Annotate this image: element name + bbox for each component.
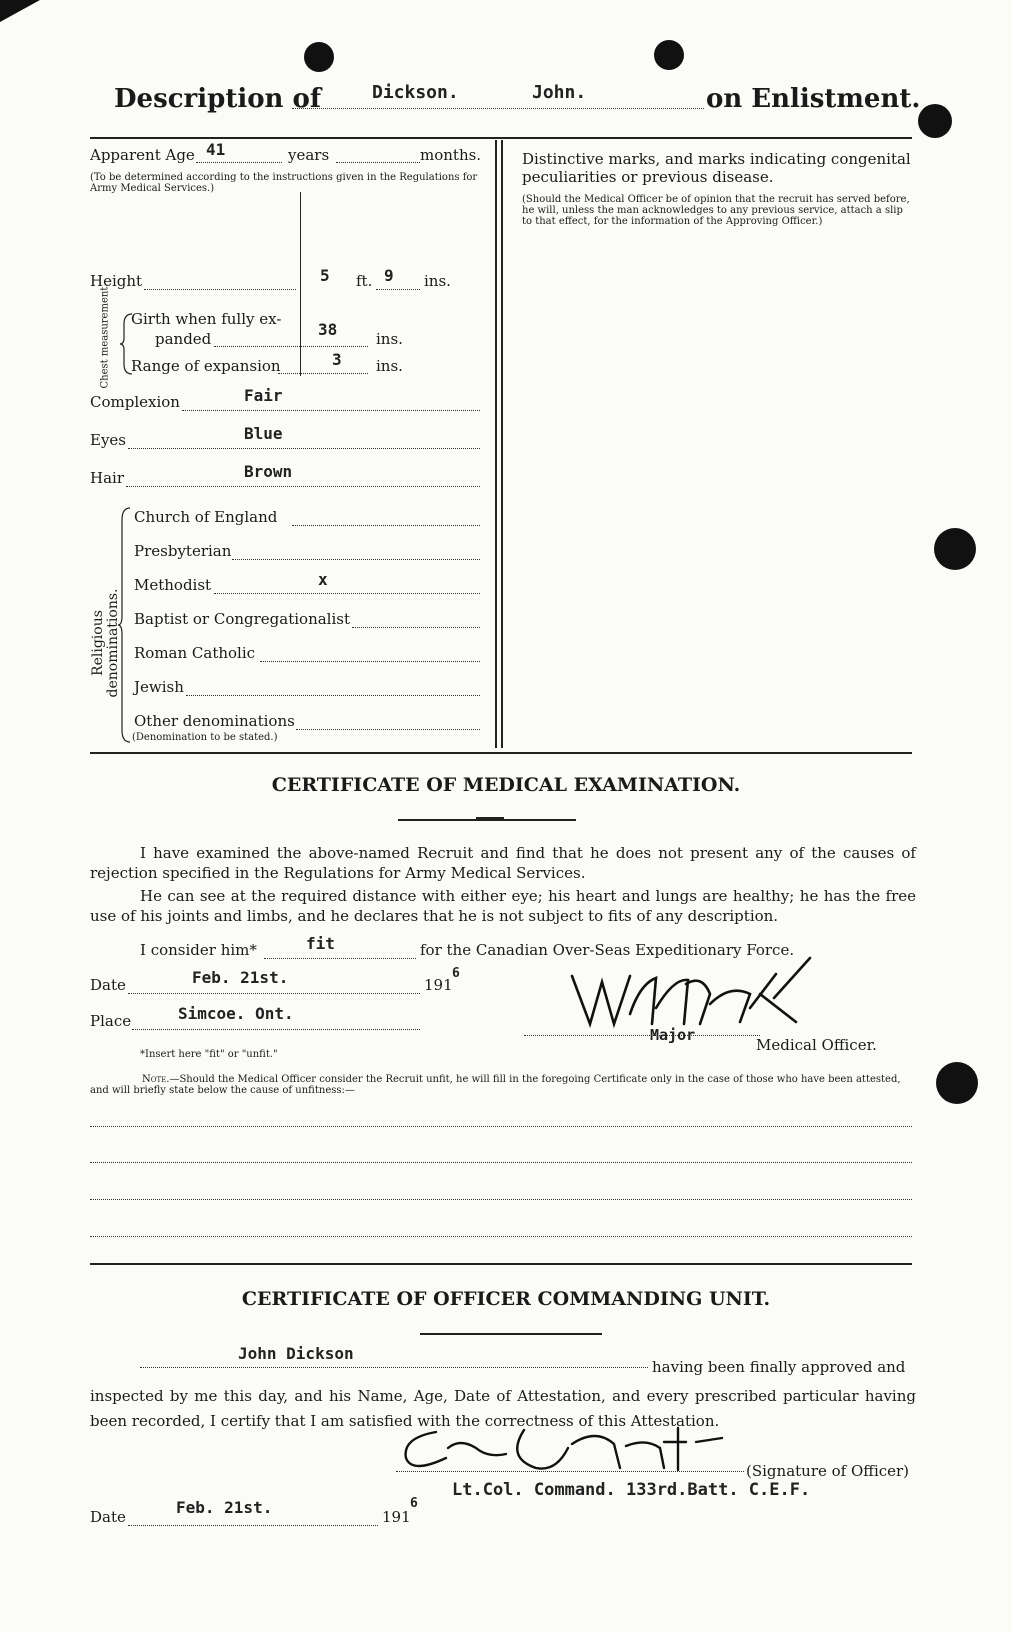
chest-label: Chest measurement. [99, 283, 111, 389]
medical-para-1: I have examined the above-named Recruit and find that he does not present any of the causes of rejection specified in the Regulations for Army Medical Services. [90, 844, 916, 882]
religion-line-7 [296, 729, 480, 730]
religion-mark: x [318, 570, 328, 589]
punch-hole-right-mid [934, 528, 976, 570]
commanding-date-value: Feb. 21st. [176, 1498, 273, 1517]
footnote: *Insert here "fit" or "unfit." [140, 1049, 278, 1060]
consider-value: fit [306, 934, 335, 953]
range-value: 3 [332, 350, 342, 369]
marks-title: Distinctive marks, and marks indicating congenital peculiarities or previous disease. [522, 150, 911, 186]
age-label: Apparent Age [90, 146, 195, 164]
girth-label-2: panded [155, 330, 212, 348]
height-in-line [376, 289, 420, 290]
place-line [132, 1029, 420, 1030]
hair-line [126, 486, 480, 487]
commanding-officer-typed: Lt.Col. Command. 133rd.Batt. C.E.F. [452, 1480, 811, 1500]
note-body: —Should the Medical Officer consider the Recruit unfit, he will fill in the foregoing Certificate only in the case of those who have been attested, and will briefly state below the cause of unfitness:— [90, 1074, 901, 1096]
height-in-value: 9 [384, 266, 394, 285]
religion-line-2 [232, 559, 480, 560]
hair-label: Hair [90, 469, 124, 487]
medical-year-prefix: 191 [424, 976, 453, 994]
medical-title: CERTIFICATE OF MEDICAL EXAMINATION. [271, 774, 741, 796]
religion-line-6 [186, 695, 480, 696]
medical-officer-label: Medical Officer. [756, 1036, 877, 1054]
religion-brace [118, 506, 132, 744]
commanding-signature-line [396, 1471, 744, 1472]
religion-line-4 [352, 627, 480, 628]
commanding-para: inspected by me this day, and his Name, Age, Date of Attestation, and every prescribed particular having been recorded, I certify that I am satisfied with the correctness of this Attestation. [90, 1387, 916, 1430]
top-rule [90, 137, 912, 139]
section-rule [90, 752, 912, 754]
girth-ins-label: ins. [376, 330, 403, 348]
medical-date-value: Feb. 21st. [192, 968, 289, 987]
hair-value: Brown [244, 462, 293, 481]
header-surname: Dickson. [372, 82, 459, 103]
force-label: for the Canadian Over-Seas Expeditionary Force. [420, 941, 795, 959]
unfit-line-1 [90, 1126, 912, 1127]
commanding-date-line [128, 1525, 378, 1526]
commanding-year-digit: 6 [410, 1496, 418, 1511]
commanding-name-value: John Dickson [238, 1344, 354, 1363]
religion-methodist: Methodist [134, 576, 212, 594]
marks-note: (Should the Medical Officer be of opinion that the recruit has served before, he will, unless the man acknowledges to any previous service, attach a slip to that effect, for the information of the Approving Officer.) [522, 194, 910, 227]
eyes-label: Eyes [90, 431, 126, 449]
place-value: Simcoe. Ont. [178, 1004, 294, 1023]
medical-title-rule-mark [476, 817, 504, 821]
punch-hole-top-2 [654, 40, 684, 70]
consider-label: I consider him* [140, 941, 257, 959]
height-ft-value: 5 [320, 266, 330, 285]
religion-baptist: Baptist or Congregationalist [134, 610, 350, 628]
unfit-line-2 [90, 1162, 912, 1163]
lower-section-rule [90, 1263, 912, 1265]
rank-typed: Major [650, 1026, 696, 1044]
range-line [278, 373, 368, 374]
religion-roman-catholic: Roman Catholic [134, 644, 256, 662]
ft-label: ft. [356, 272, 373, 290]
complexion-value: Fair [244, 386, 283, 405]
girth-value: 38 [318, 320, 338, 339]
note-head: Note. [142, 1074, 170, 1085]
medical-year-digit: 6 [452, 966, 460, 981]
religion-line-5 [260, 661, 480, 662]
commanding-year-prefix: 191 [382, 1508, 411, 1526]
header-name-line [292, 108, 704, 109]
note-text [90, 1074, 916, 1096]
range-ins-label: ins. [376, 357, 403, 375]
signature-label: (Signature of Officer) [746, 1462, 910, 1480]
medical-signature-line [524, 1035, 760, 1036]
eyes-line [128, 448, 480, 449]
corner-mark [0, 0, 40, 22]
medical-date-line [128, 993, 420, 994]
header-suffix: on Enlistment. [706, 84, 921, 114]
punch-hole-right-low [936, 1062, 978, 1104]
commanding-date-label: Date [90, 1508, 126, 1526]
girth-line [214, 346, 368, 347]
religion-label: Religious denominations. [90, 588, 121, 698]
column-divider-a [495, 140, 497, 748]
girth-label-1: Girth when fully ex- [131, 310, 282, 328]
commanding-text-after-name: having been finally approved and [652, 1358, 906, 1376]
commanding-officer-signature [396, 1418, 726, 1478]
religion-presbyterian: Presbyterian [134, 542, 232, 560]
range-label: Range of expansion [131, 357, 281, 375]
header-given-name: John. [532, 82, 587, 103]
religion-church-of-england: Church of England [134, 508, 278, 526]
punch-hole-top [304, 42, 334, 72]
medical-officer-signature [560, 954, 860, 1038]
age-line [196, 162, 282, 163]
months-label: months. [420, 146, 482, 164]
medical-para-2: He can see at the required distance with either eye; his heart and lungs are healthy; he has the free use of his joints and limbs, and he declares that he is not subject to fits of any description. [90, 887, 916, 925]
commanding-title: CERTIFICATE OF OFFICER COMMANDING UNIT. [241, 1288, 771, 1310]
age-value: 41 [206, 140, 226, 159]
measure-divider [300, 192, 301, 376]
unfit-line-3 [90, 1199, 912, 1200]
age-note: (To be determined according to the instructions given in the Regulations for Army Medical Services.) [90, 172, 478, 194]
religion-line-3 [214, 593, 480, 594]
punch-hole-right-top [918, 104, 952, 138]
place-label: Place [90, 1012, 132, 1030]
years-label: years [288, 146, 330, 164]
consider-line [264, 958, 416, 959]
religion-line-1 [292, 525, 480, 526]
ins-label: ins. [424, 272, 451, 290]
header-prefix: Description of [114, 84, 322, 114]
months-line [336, 162, 420, 163]
height-label: Height [90, 272, 143, 290]
medical-date-label: Date [90, 976, 126, 994]
height-line [144, 289, 296, 290]
religion-other-note: (Denomination to be stated.) [132, 732, 278, 743]
commanding-title-rule [420, 1333, 602, 1335]
eyes-value: Blue [244, 424, 283, 443]
complexion-line [182, 410, 480, 411]
commanding-name-line [140, 1367, 648, 1368]
religion-jewish: Jewish [134, 678, 184, 696]
column-divider-b [501, 140, 503, 748]
complexion-label: Complexion [90, 393, 180, 411]
unfit-line-4 [90, 1236, 912, 1237]
religion-other: Other denominations [134, 712, 295, 730]
